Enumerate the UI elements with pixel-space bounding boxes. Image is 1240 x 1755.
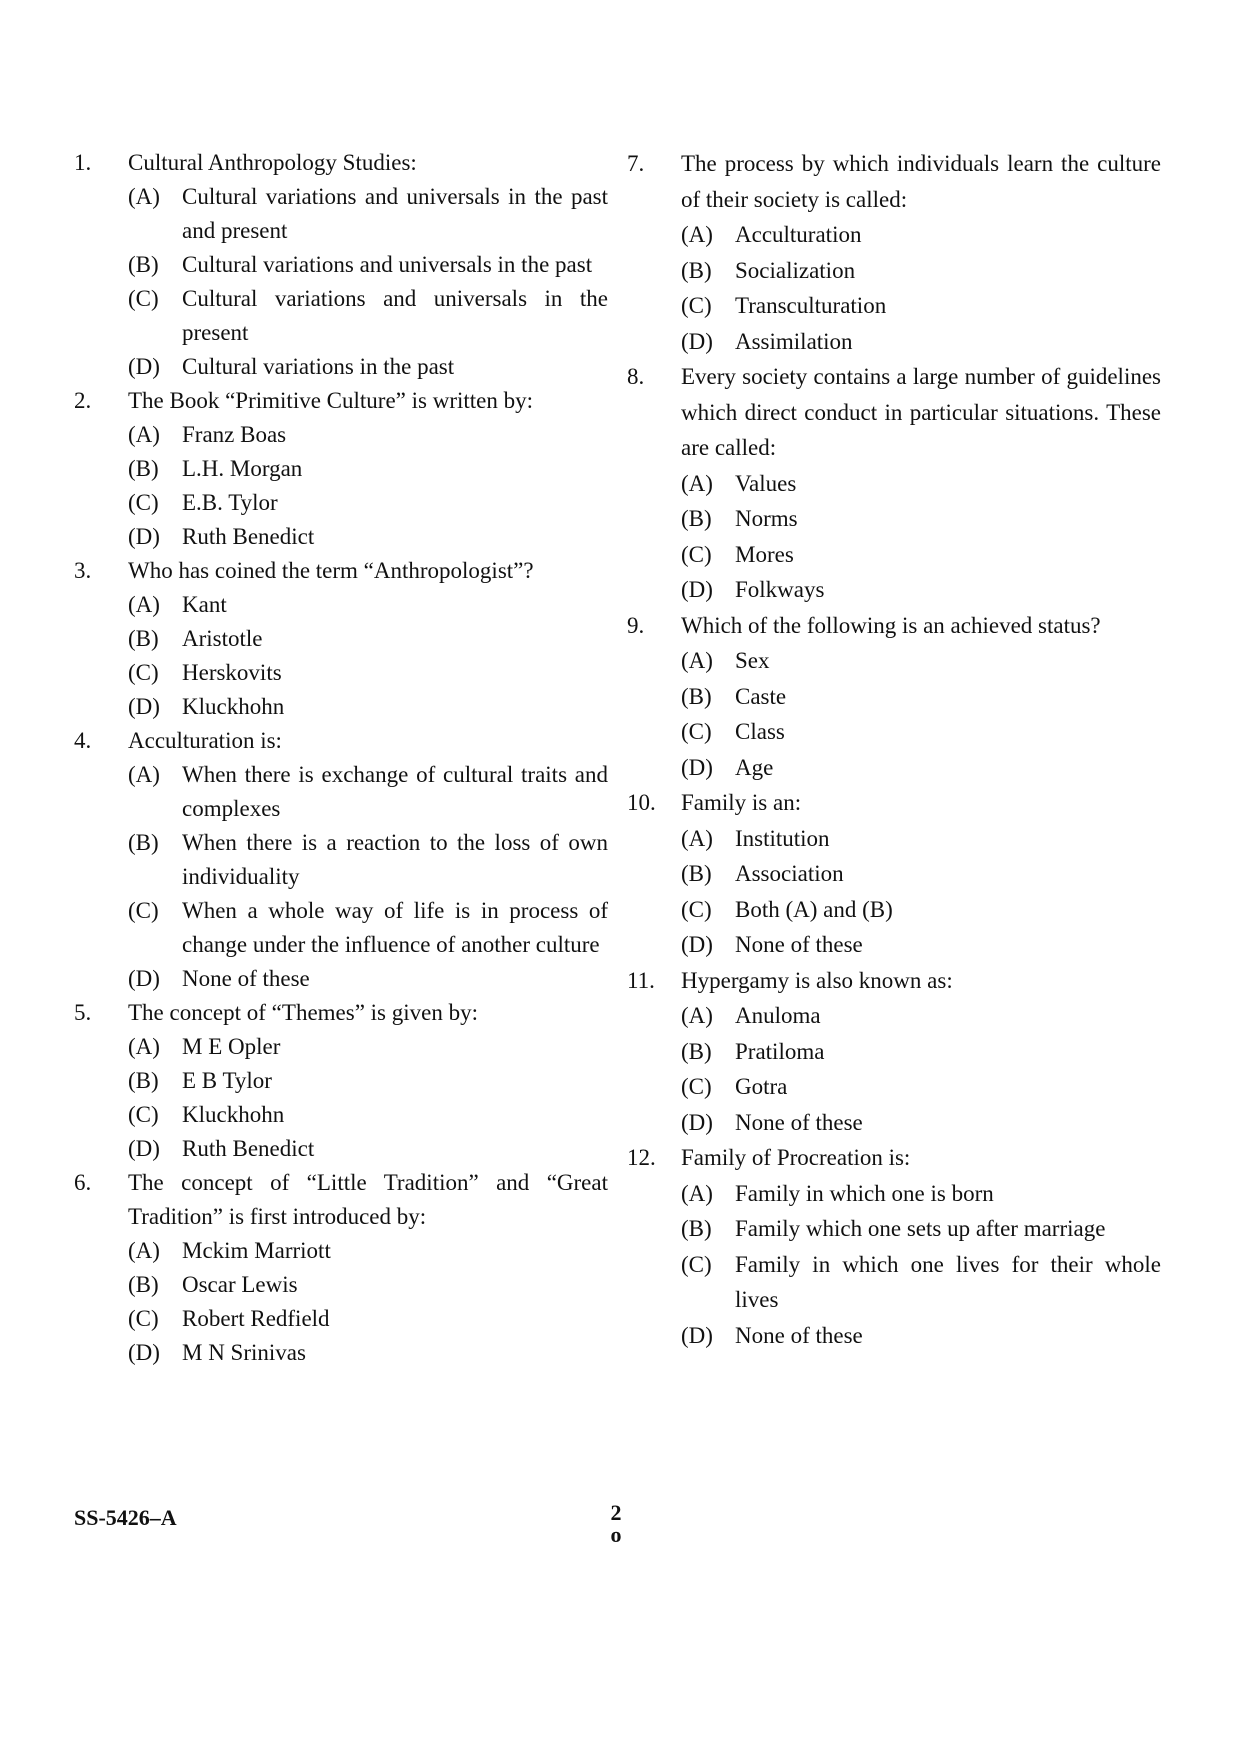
option-letter: (B) bbox=[681, 1216, 712, 1241]
question-number: 1. bbox=[74, 150, 92, 175]
answer-option bbox=[128, 1302, 608, 1336]
option-text: When there is exchange of cultural traits and complexes bbox=[182, 762, 608, 821]
option-text: When there is a reaction to the loss of own individuality bbox=[182, 830, 608, 889]
option-text: Acculturation bbox=[735, 222, 862, 247]
answer-option bbox=[128, 248, 608, 282]
option-text: When a whole way of life is in process of change under the influence of another culture bbox=[182, 898, 608, 957]
question-text: Acculturation is: bbox=[128, 728, 282, 753]
option-letter: (B) bbox=[128, 1272, 159, 1297]
paper-code: SS-5426–A bbox=[74, 1505, 177, 1530]
question bbox=[74, 996, 608, 1030]
option-letter: (C) bbox=[681, 1251, 712, 1277]
option-text: Family in which one is born bbox=[735, 1180, 994, 1206]
option-letter: (A) bbox=[128, 1034, 160, 1059]
option-letter: (C) bbox=[128, 286, 159, 311]
answer-option bbox=[128, 452, 608, 486]
answer-option bbox=[681, 572, 1161, 608]
option-letter: (D) bbox=[681, 1322, 713, 1348]
option-text: Socialization bbox=[735, 257, 856, 283]
question bbox=[627, 146, 1161, 217]
option-letter: (D) bbox=[128, 354, 160, 379]
option-text: Aristotle bbox=[182, 626, 263, 651]
option-text: E B Tylor bbox=[182, 1068, 272, 1093]
question-number: 2. bbox=[74, 388, 92, 413]
option-text: Cultural variations in the past bbox=[182, 354, 455, 379]
option-letter: (D) bbox=[128, 524, 160, 549]
option-letter: (A) bbox=[128, 592, 160, 617]
option-letter: (A) bbox=[681, 825, 713, 851]
option-text: Age bbox=[735, 754, 774, 780]
option-text: Ruth Benedict bbox=[182, 524, 315, 549]
option-text: Family which one sets up after marriage bbox=[735, 1216, 1106, 1241]
answer-option bbox=[681, 821, 1161, 857]
option-letter: (D) bbox=[681, 1109, 713, 1135]
answer-option bbox=[128, 1098, 608, 1132]
answer-option bbox=[681, 643, 1161, 679]
answer-option bbox=[128, 588, 608, 622]
answer-option bbox=[681, 1211, 1161, 1247]
option-letter: (D) bbox=[681, 577, 713, 602]
option-text: Assimilation bbox=[735, 328, 853, 354]
question bbox=[74, 554, 608, 588]
question-number: 11. bbox=[627, 967, 655, 993]
answer-option bbox=[128, 350, 608, 384]
option-text: Kant bbox=[182, 592, 227, 617]
answer-option bbox=[681, 1318, 1161, 1354]
option-letter: (A) bbox=[128, 1238, 160, 1263]
question-text: Cultural Anthropology Studies: bbox=[128, 150, 417, 175]
answer-option bbox=[128, 690, 608, 724]
question bbox=[627, 1140, 1161, 1176]
question-text: Every society contains a large number of guidelines which direct conduct in particular situations. These are called: bbox=[681, 364, 1161, 460]
option-letter: (A) bbox=[681, 470, 713, 496]
option-letter: (B) bbox=[128, 1068, 159, 1093]
option-text: Franz Boas bbox=[182, 422, 287, 447]
option-text: Cultural variations and universals in the present bbox=[182, 286, 608, 345]
answer-option bbox=[681, 750, 1161, 786]
option-text: Caste bbox=[735, 683, 787, 709]
option-letter: (D) bbox=[681, 754, 713, 780]
option-text: Institution bbox=[735, 825, 830, 851]
option-letter: (A) bbox=[681, 1003, 713, 1028]
option-letter: (C) bbox=[681, 293, 712, 318]
option-letter: (C) bbox=[681, 719, 712, 744]
answer-option bbox=[128, 1064, 608, 1098]
option-text: Kluckhohn bbox=[182, 694, 285, 719]
option-letter: (A) bbox=[128, 422, 160, 447]
option-letter: (B) bbox=[128, 252, 159, 277]
right-column bbox=[627, 146, 1161, 1353]
option-text: Robert Redfield bbox=[182, 1306, 330, 1331]
answer-option bbox=[681, 324, 1161, 360]
answer-option bbox=[128, 180, 608, 248]
answer-option bbox=[681, 714, 1161, 750]
answer-option bbox=[128, 418, 608, 452]
option-letter: (B) bbox=[681, 1038, 712, 1064]
question bbox=[627, 963, 1161, 999]
answer-option bbox=[681, 288, 1161, 324]
answer-option bbox=[128, 656, 608, 690]
answer-option bbox=[128, 962, 608, 996]
option-letter: (B) bbox=[128, 830, 159, 855]
option-text: None of these bbox=[735, 1109, 863, 1135]
option-letter: (D) bbox=[128, 1340, 160, 1365]
answer-option bbox=[128, 486, 608, 520]
option-text: Cultural variations and universals in the past bbox=[182, 252, 593, 277]
option-text: Kluckhohn bbox=[182, 1102, 285, 1127]
option-letter: (A) bbox=[681, 648, 713, 673]
question-text: The concept of “Themes” is given by: bbox=[128, 1000, 478, 1025]
left-column bbox=[74, 146, 608, 1370]
option-letter: (C) bbox=[128, 1102, 159, 1127]
option-text: Mckim Marriott bbox=[182, 1238, 331, 1263]
answer-option bbox=[681, 253, 1161, 289]
question-number: 8. bbox=[627, 364, 645, 389]
answer-option bbox=[128, 282, 608, 350]
option-text: Norms bbox=[735, 506, 798, 531]
option-text: None of these bbox=[182, 966, 310, 991]
question bbox=[627, 359, 1161, 466]
option-text: Herskovits bbox=[182, 660, 282, 685]
question bbox=[627, 608, 1161, 644]
answer-option bbox=[128, 1234, 608, 1268]
question-text: The process by which individuals learn the culture of their society is called: bbox=[681, 151, 1161, 212]
question-text: Which of the following is an achieved status? bbox=[681, 612, 1101, 638]
question-number: 12. bbox=[627, 1145, 656, 1170]
option-text: L.H. Morgan bbox=[182, 456, 303, 481]
answer-option bbox=[128, 894, 608, 962]
answer-option bbox=[128, 1132, 608, 1166]
option-text: Family in which one lives for their whole lives bbox=[735, 1251, 1161, 1312]
option-text: M N Srinivas bbox=[182, 1340, 306, 1365]
answer-option bbox=[681, 466, 1161, 502]
option-letter: (A) bbox=[128, 184, 160, 209]
option-text: M E Opler bbox=[182, 1034, 281, 1059]
answer-option bbox=[128, 622, 608, 656]
answer-option bbox=[128, 1268, 608, 1302]
option-letter: (A) bbox=[681, 1180, 713, 1206]
option-text: Mores bbox=[735, 541, 794, 567]
option-letter: (B) bbox=[128, 456, 159, 481]
option-letter: (C) bbox=[681, 1074, 712, 1099]
option-letter: (A) bbox=[128, 762, 160, 787]
option-letter: (B) bbox=[681, 683, 712, 709]
footer-mark: ο bbox=[610, 1522, 622, 1547]
answer-option bbox=[681, 1034, 1161, 1070]
option-letter: (C) bbox=[128, 1306, 159, 1331]
option-letter: (D) bbox=[128, 694, 160, 719]
question-text: The Book “Primitive Culture” is written by: bbox=[128, 388, 533, 413]
question-number: 5. bbox=[74, 1000, 92, 1025]
question-number: 6. bbox=[74, 1170, 92, 1195]
answer-option bbox=[128, 1336, 608, 1370]
answer-option bbox=[681, 892, 1161, 928]
question bbox=[627, 785, 1161, 821]
question bbox=[74, 724, 608, 758]
option-text: None of these bbox=[735, 932, 863, 957]
option-letter: (C) bbox=[681, 541, 712, 567]
option-letter: (B) bbox=[681, 257, 712, 283]
page-number: 2 bbox=[610, 1500, 622, 1525]
question-text: Hypergamy is also known as: bbox=[681, 967, 953, 993]
question-text: The concept of “Little Tradition” and “Great Tradition” is first introduced by: bbox=[128, 1170, 608, 1229]
option-text: Folkways bbox=[735, 577, 825, 602]
question-text: Family is an: bbox=[681, 790, 802, 815]
option-text: Transculturation bbox=[735, 293, 887, 318]
answer-option bbox=[681, 537, 1161, 573]
question bbox=[74, 146, 608, 180]
answer-option bbox=[681, 679, 1161, 715]
option-letter: (C) bbox=[128, 898, 159, 923]
option-letter: (B) bbox=[681, 506, 712, 531]
question-number: 4. bbox=[74, 728, 92, 753]
question-number: 7. bbox=[627, 151, 645, 176]
question-number: 9. bbox=[627, 612, 645, 638]
option-letter: (D) bbox=[681, 932, 713, 957]
question-text: Family of Procreation is: bbox=[681, 1145, 911, 1170]
question bbox=[74, 1166, 608, 1234]
option-text: Pratiloma bbox=[735, 1038, 825, 1064]
answer-option bbox=[128, 826, 608, 894]
question-text: Who has coined the term “Anthropologist”? bbox=[128, 558, 534, 583]
answer-option bbox=[681, 856, 1161, 892]
option-text: Class bbox=[735, 719, 785, 744]
option-text: Anuloma bbox=[735, 1003, 821, 1028]
option-text: Oscar Lewis bbox=[182, 1272, 298, 1297]
option-text: Ruth Benedict bbox=[182, 1136, 315, 1161]
question-number: 10. bbox=[627, 790, 656, 815]
option-text: None of these bbox=[735, 1322, 863, 1348]
answer-option bbox=[681, 501, 1161, 537]
option-letter: (C) bbox=[681, 896, 712, 922]
option-letter: (C) bbox=[128, 490, 159, 515]
option-letter: (D) bbox=[128, 966, 160, 991]
answer-option bbox=[681, 1247, 1161, 1318]
option-letter: (C) bbox=[128, 660, 159, 685]
answer-option bbox=[681, 1176, 1161, 1212]
option-text: E.B. Tylor bbox=[182, 490, 278, 515]
option-text: Values bbox=[735, 470, 797, 496]
question-number: 3. bbox=[74, 558, 92, 583]
answer-option bbox=[128, 1030, 608, 1064]
answer-option bbox=[681, 217, 1161, 253]
option-letter: (D) bbox=[128, 1136, 160, 1161]
answer-option bbox=[681, 1105, 1161, 1141]
option-text: Cultural variations and universals in the past and present bbox=[182, 184, 608, 243]
option-text: Association bbox=[735, 861, 844, 886]
option-text: Gotra bbox=[735, 1074, 788, 1099]
option-letter: (A) bbox=[681, 222, 713, 247]
question bbox=[74, 384, 608, 418]
answer-option bbox=[128, 758, 608, 826]
answer-option bbox=[128, 520, 608, 554]
answer-option bbox=[681, 998, 1161, 1034]
answer-option bbox=[681, 927, 1161, 963]
option-letter: (B) bbox=[128, 626, 159, 651]
option-text: Sex bbox=[735, 648, 770, 673]
answer-option bbox=[681, 1069, 1161, 1105]
option-text: Both (A) and (B) bbox=[735, 896, 893, 922]
option-letter: (D) bbox=[681, 328, 713, 354]
option-letter: (B) bbox=[681, 861, 712, 886]
